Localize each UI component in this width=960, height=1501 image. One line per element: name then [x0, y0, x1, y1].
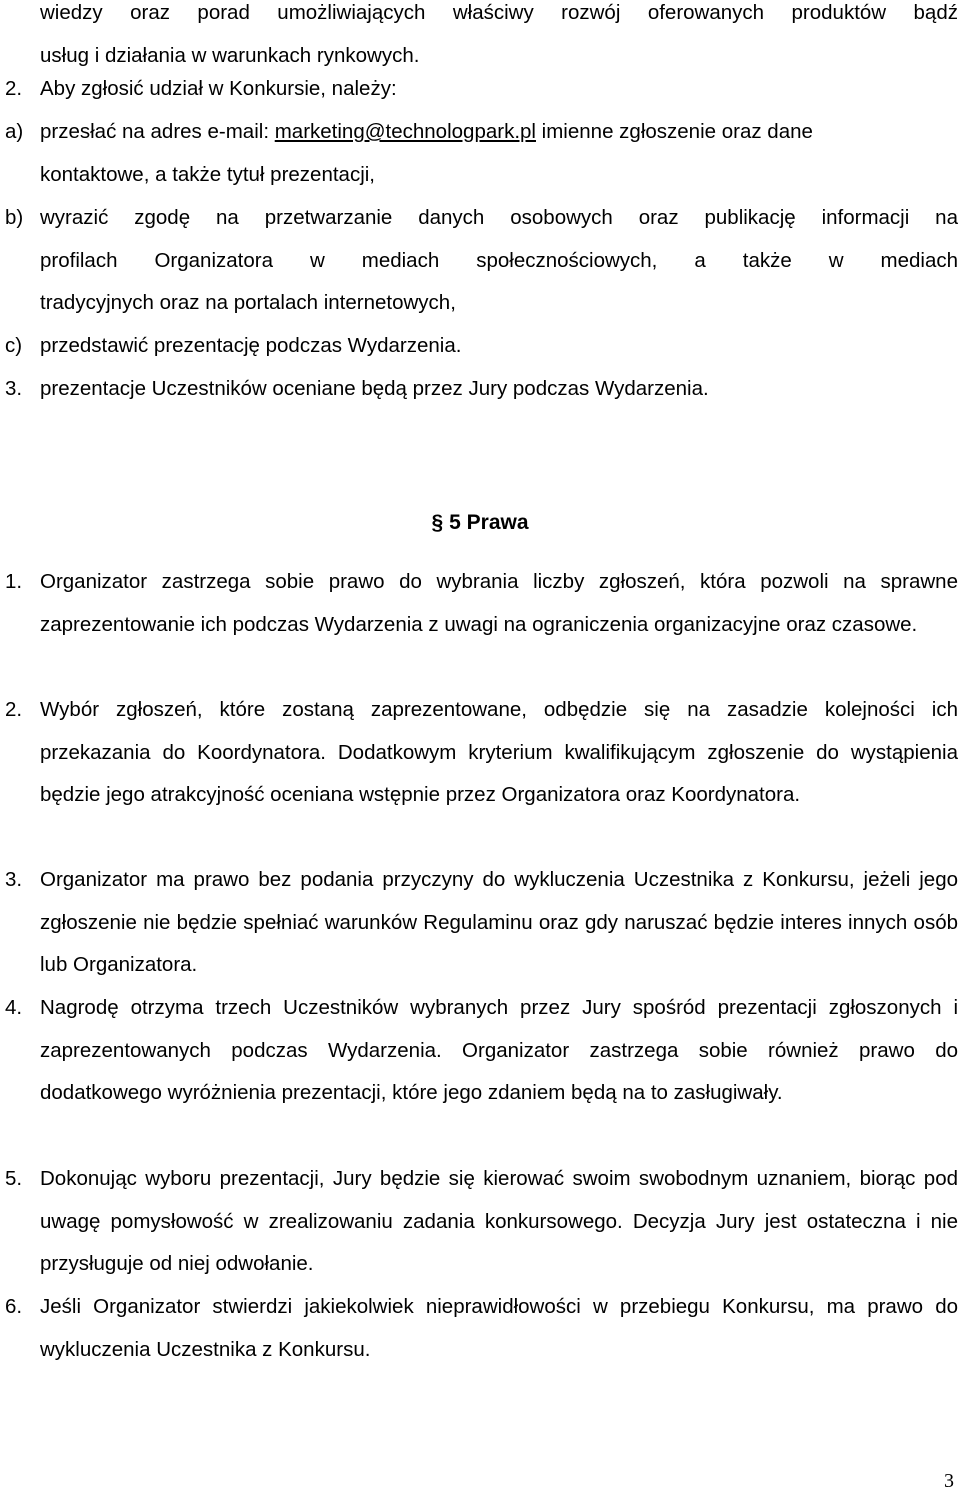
list-marker: 6.: [5, 1295, 23, 1318]
section-heading: [0, 505, 960, 541]
list-marker: 2.: [5, 77, 23, 100]
text-line: usług i działania w warunkach rynkowych.: [40, 43, 420, 67]
text-line: kontaktowe, a także tytuł prezentacji,: [40, 162, 376, 186]
list-marker: a): [5, 120, 24, 143]
text-line: [40, 111, 958, 154]
list-item-text: Jeśli Organizator stwierdzi jakiekolwiek nieprawidłowości w przebiegu Konkursu, ma prawo do wykluczenia Uczestnika z Konkursu.: [40, 1295, 958, 1361]
list-marker: 4.: [5, 996, 23, 1019]
text-line: przedstawić prezentację podczas Wydarzenia.: [40, 334, 462, 357]
list-item-text: Dokonując wyboru prezentacji, Jury będzie się kierować swoim swobodnym uznaniem, biorąc pod uwagę pomysłowość w zrealizowaniu zadania konkursowego. Decyzja Jury jest ostateczna i nie przysługuje od niej odwołanie.: [40, 1167, 958, 1275]
list-item-text: Organizator zastrzega sobie prawo do wybrania liczby zgłoszeń, która pozwoli na sprawne zaprezentowanie ich podczas Wydarzenia z uwagi na ograniczenia organizacyjne oraz czasowe.: [40, 570, 958, 636]
text-line: wyrazić zgodę na przetwarzanie danych osobowych oraz publikację informacji na: [40, 206, 958, 229]
text-line: wiedzy oraz porad umożliwiających właściwy rozwój oferowanych produktów bądź: [40, 1, 958, 24]
list-marker: 2.: [5, 698, 23, 721]
list-item-text: Wybór zgłoszeń, które zostaną zaprezentowane, odbędzie się na zasadzie kolejności ich przekazania do Koordynatora. Dodatkowym kryterium kwalifikującym zgłoszenie do wystąpienia będzie jego atrakcyjność oceniana wstępnie przez Organizatora oraz Koordynatora.: [40, 698, 958, 806]
section-title: 5 Prawa: [449, 511, 529, 534]
list-marker: b): [5, 206, 24, 229]
list-item-text: prezentacje Uczestników oceniane będą przez Jury podczas Wydarzenia.: [40, 377, 709, 400]
list-marker: 3.: [5, 377, 23, 400]
sub-item-suffix: imienne zgłoszenie oraz dane: [535, 120, 813, 143]
sub-item-prefix: przesłać na adres e-mail:: [40, 120, 275, 143]
list-marker: 1.: [5, 570, 23, 593]
text-line: tradycyjnych oraz na portalach internetowych,: [40, 291, 456, 314]
section-symbol: §: [431, 511, 444, 534]
list-marker: 5.: [5, 1167, 23, 1190]
page-number: 3: [944, 1470, 954, 1492]
email-link[interactable]: marketing@technologpark.pl: [274, 120, 536, 143]
list-item-text: Nagrodę otrzyma trzech Uczestników wybranych przez Jury spośród prezentacji zgłoszonych i zaprezentowanych podczas Wydarzenia. Organizator zastrzega sobie również prawo do dodatkowego wyróżnienia prezentacji, które jego zdaniem będą na to zasługiwały.: [40, 996, 958, 1104]
list-marker: c): [5, 334, 23, 357]
list-item-text: Aby zgłosić udział w Konkursie, należy:: [40, 77, 397, 100]
text-line: profilach Organizatora w mediach społecznościowych, a także w mediach: [40, 248, 958, 272]
list-marker: 3.: [5, 868, 23, 891]
list-item-text: Organizator ma prawo bez podania przyczyny do wykluczenia Uczestnika z Konkursu, jeżeli jego zgłoszenie nie będzie spełniać warunków Regulaminu oraz gdy naruszać będzie interes innych osób lub Organizatora.: [40, 868, 958, 976]
